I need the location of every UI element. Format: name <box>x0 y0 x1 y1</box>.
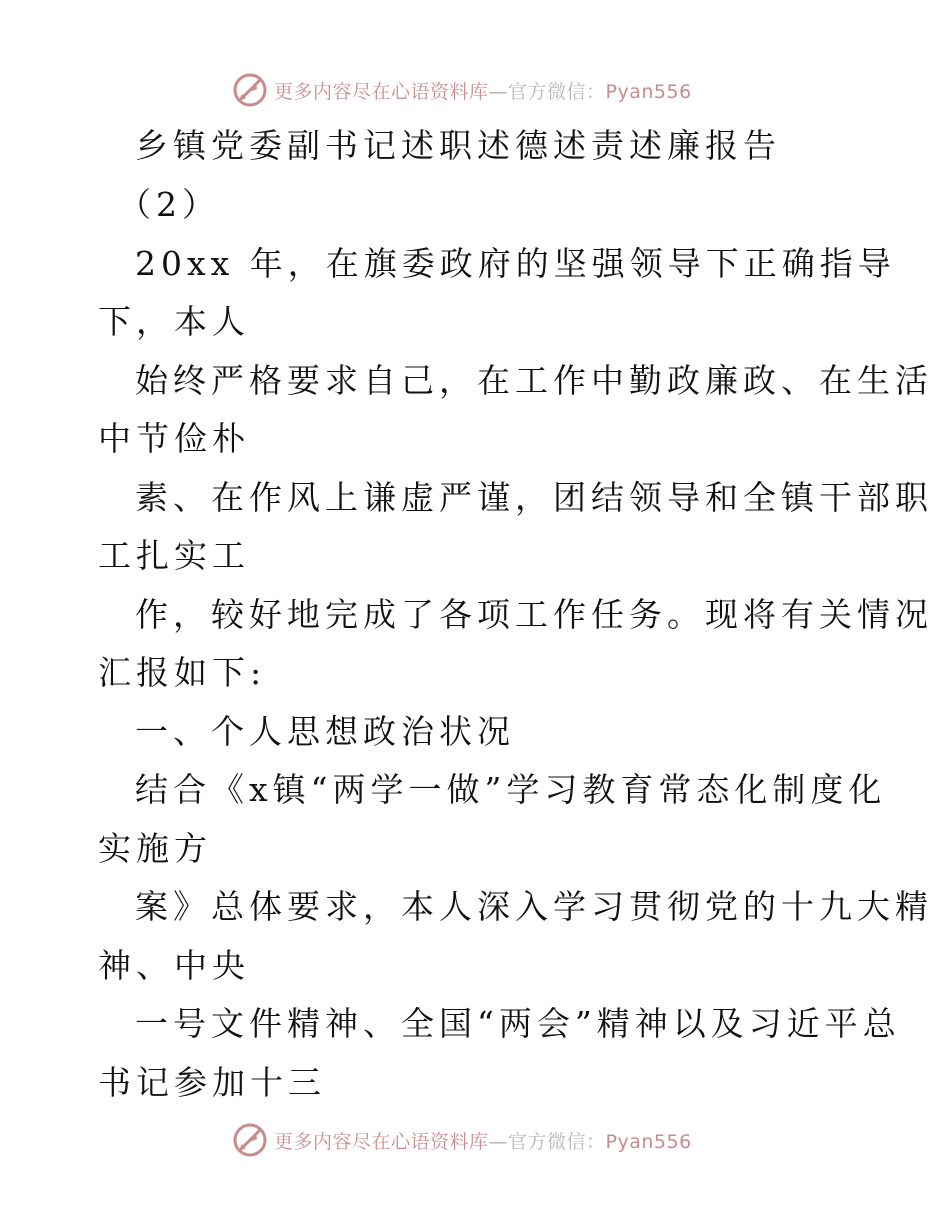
watermark-main: 更多内容尽在心语资料库 <box>274 1130 489 1153</box>
watermark-sub: 官方微信： <box>508 1130 606 1153</box>
document-number: （2） <box>118 185 220 224</box>
paragraph-line: 神、中央 <box>98 946 250 985</box>
watermark-id: Pyan556 <box>605 1130 692 1153</box>
paragraph-line: 实施方 <box>98 829 212 868</box>
watermark-banner-bottom <box>232 1120 692 1160</box>
paragraph-line: 案》总体要求，本人深入学习贯彻党的十九大精 <box>135 887 933 926</box>
quill-logo-icon <box>232 1122 268 1158</box>
watermark-main: 更多内容尽在心语资料库 <box>274 80 489 103</box>
watermark-text <box>274 1127 692 1154</box>
watermark-id: Pyan556 <box>605 80 692 103</box>
paragraph-line: 作，较好地完成了各项工作任务。现将有关情况 <box>135 595 933 634</box>
watermark-dash: — <box>488 1130 509 1153</box>
paragraph-line: 素、在作风上谦虚严谨，团结领导和全镇干部职 <box>135 478 933 517</box>
section-heading: 一、个人思想政治状况 <box>135 712 515 751</box>
paragraph-line: 20xx 年，在旗委政府的坚强领导下正确指导 <box>135 244 896 283</box>
paragraph-line: 中节俭朴 <box>98 419 250 458</box>
paragraph-line: 工扎实工 <box>98 536 250 575</box>
watermark-sub: 官方微信： <box>508 80 606 103</box>
paragraph-line: 下，本人 <box>98 302 250 341</box>
paragraph-line: 一号文件精神、全国“两会”精神以及习近平总 <box>135 1004 901 1043</box>
watermark-dash: — <box>488 80 509 103</box>
paragraph-line: 始终严格要求自己，在工作中勤政廉政、在生活 <box>135 361 933 400</box>
document-title: 乡镇党委副书记述职述德述责述廉报告 <box>135 126 781 165</box>
paragraph-line: 书记参加十三 <box>98 1063 326 1102</box>
paragraph-line: 汇报如下: <box>98 653 267 692</box>
paragraph-line: 结合《x镇“两学一做”学习教育常态化制度化 <box>135 770 887 809</box>
